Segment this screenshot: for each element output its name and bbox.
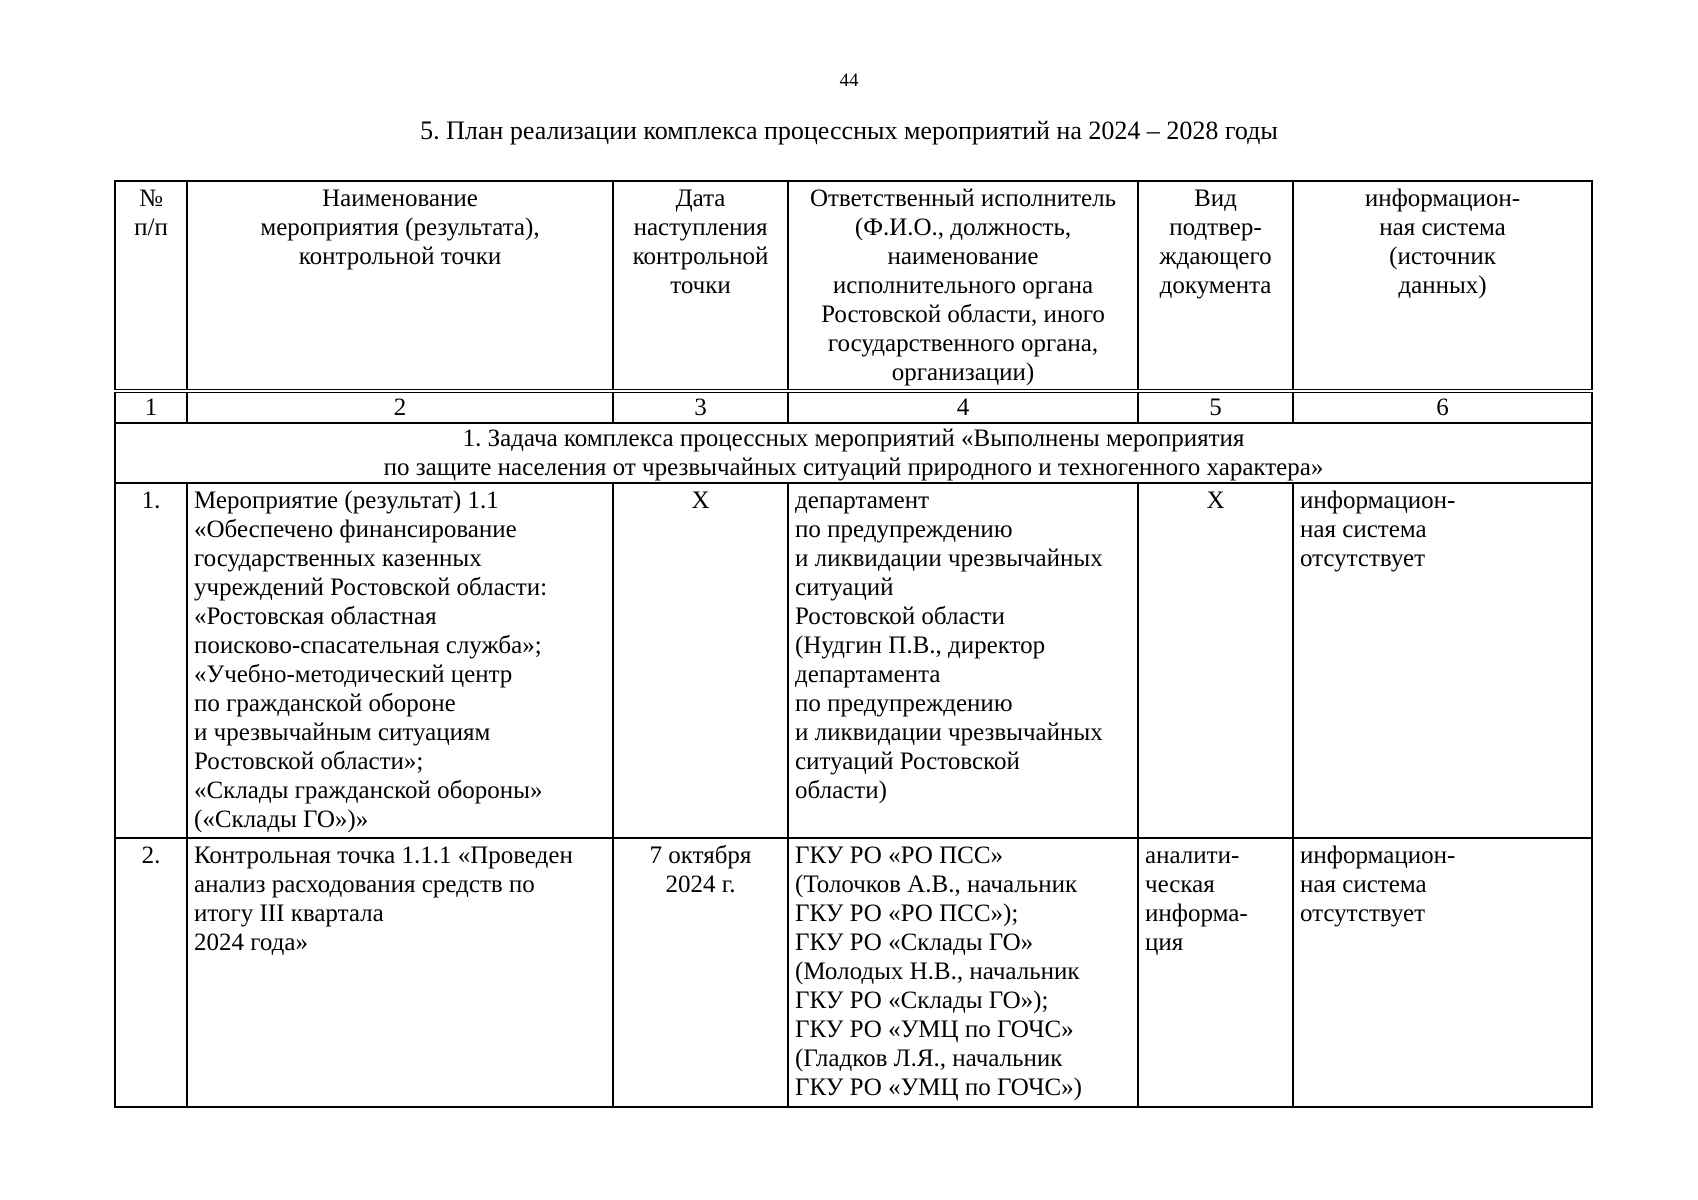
row-number: 1. — [115, 483, 187, 838]
row-date: Х — [613, 483, 788, 838]
task-row — [115, 423, 1592, 483]
header-date: Дата наступления контрольной точки — [613, 181, 788, 391]
row-document: аналити- ческая информа- ция — [1138, 838, 1293, 1107]
row-name: Мероприятие (результат) 1.1 «Обеспечено финансирование государственных казенных учреждений Ростовской области: «Ростовская областная поисково-спасательная служба»; «Учебно-методический центр по гражданской обороне и чрезвычайным ситуациям Ростовской области»; «Склады гражданской обороны» («Склады ГО»)» — [187, 483, 613, 838]
plan-table — [114, 180, 1593, 1108]
row-name: Контрольная точка 1.1.1 «Проведен анализ расходования средств по итогу III квартала 2024 года» — [187, 838, 613, 1107]
row-document: Х — [1138, 483, 1293, 838]
row-executor: департамент по предупреждению и ликвидации чрезвычайных ситуаций Ростовской области (Нудгин П.В., директор департамента по предупреждению и ликвидации чрезвычайных ситуаций Ростовской области) — [788, 483, 1138, 838]
header-system: информацион- ная система (источник данных) — [1293, 181, 1592, 391]
column-number: 1 — [115, 391, 187, 423]
task-title: 1. Задача комплекса процессных мероприятий «Выполнены мероприятия по защите населения от чрезвычайных ситуаций природного и техногенного характера» — [115, 423, 1592, 483]
table-row — [115, 838, 1592, 1107]
header-row — [115, 181, 1592, 391]
column-number: 4 — [788, 391, 1138, 423]
header-executor: Ответственный исполнитель (Ф.И.О., должность, наименование исполнительного органа Ростовской области, иного государственного органа, организации) — [788, 181, 1138, 391]
column-number: 5 — [1138, 391, 1293, 423]
column-number: 2 — [187, 391, 613, 423]
column-number-row — [115, 391, 1592, 423]
table-row — [115, 483, 1592, 838]
row-executor: ГКУ РО «РО ПСС» (Толочков А.В., начальник ГКУ РО «РО ПСС»); ГКУ РО «Склады ГО» (Молодых Н.В., начальник ГКУ РО «Склады ГО»); ГКУ РО «УМЦ по ГОЧС» (Гладков Л.Я., начальник ГКУ РО «УМЦ по ГОЧС») — [788, 838, 1138, 1107]
header-document: Вид подтвер- ждающего документа — [1138, 181, 1293, 391]
row-system: информацион- ная система отсутствует — [1293, 838, 1592, 1107]
column-number: 3 — [613, 391, 788, 423]
row-date: 7 октября 2024 г. — [613, 838, 788, 1107]
page-number: 44 — [839, 70, 859, 91]
header-number: № п/п — [115, 181, 187, 391]
page-title: 5. План реализации комплекса процессных мероприятий на 2024 – 2028 годы — [420, 116, 1278, 145]
row-system: информацион- ная система отсутствует — [1293, 483, 1592, 838]
column-number: 6 — [1293, 391, 1592, 423]
row-number: 2. — [115, 838, 187, 1107]
header-name: Наименование мероприятия (результата), контрольной точки — [187, 181, 613, 391]
